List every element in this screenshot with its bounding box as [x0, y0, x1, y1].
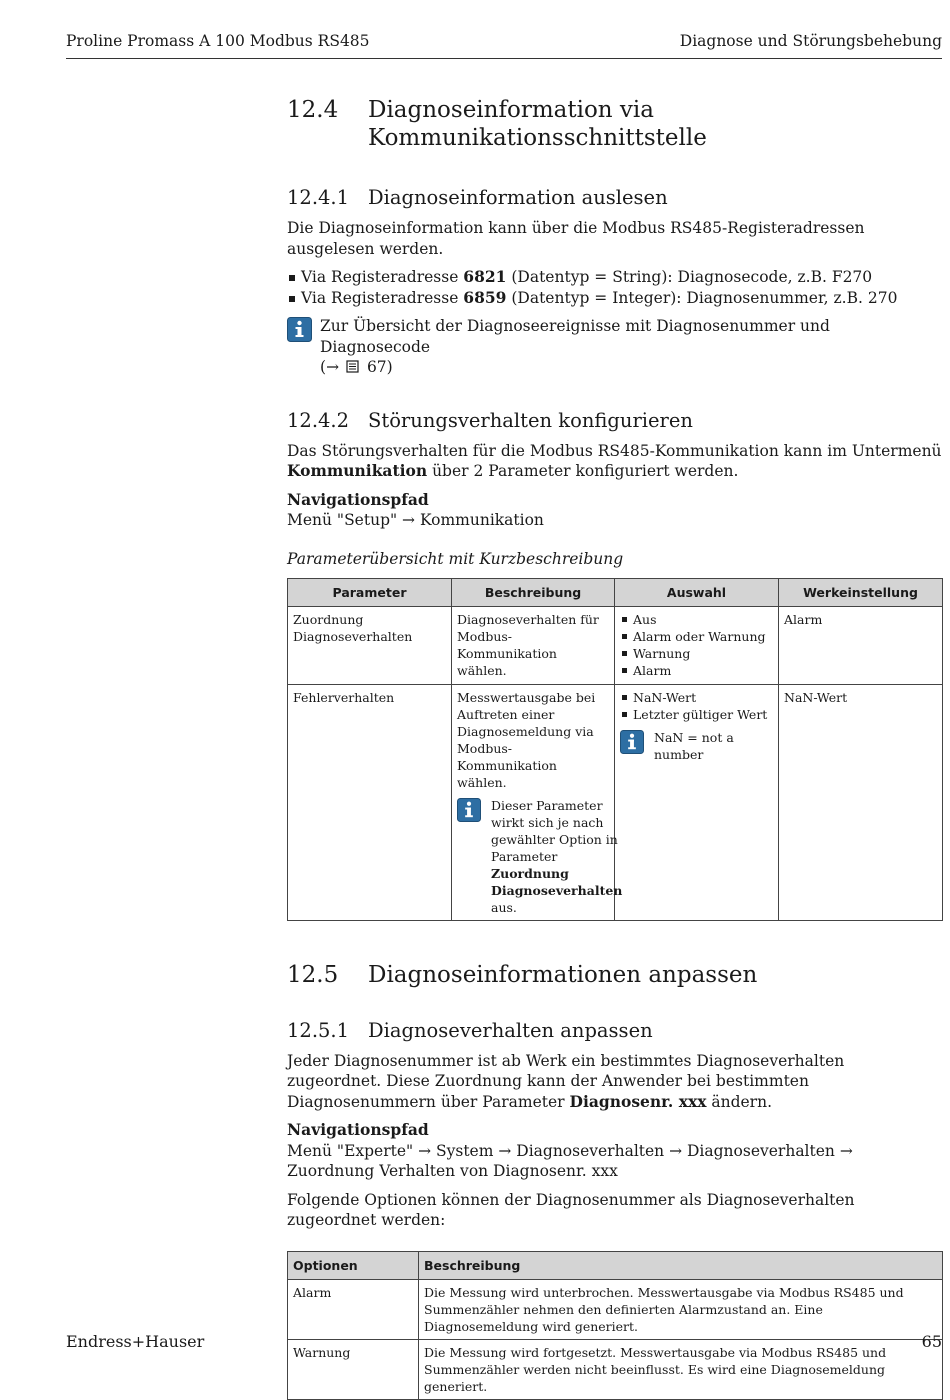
info-icon: [287, 317, 312, 342]
paragraph: Jeder Diagnosenummer ist ab Werk ein bestimmtes Diagnoseverhalten zugeordnet. Diese Zuordnung kann der Anwender bei bestimmten Diagnosenummern über Parameter Diagnosenr. xxx ändern.: [287, 1051, 845, 1111]
section-12-5-1-heading: [287, 1019, 942, 1043]
nav-heading: Navigationspfad: [287, 489, 429, 509]
info-note: [620, 729, 773, 763]
table-cell: Alarm: [288, 1279, 419, 1339]
list-item: Warnung: [620, 645, 773, 662]
nav-path: Menü "Setup" → Kommunikation: [287, 511, 544, 529]
cell-text: Messwertausgabe bei Auftreten einer Diagnosemeldung via Modbus-Kommunikation wählen.: [457, 689, 596, 790]
section-12-4-1-heading: [287, 186, 942, 210]
nav-path: Menü "Experte" → System → Diagnoseverhalten → Diagnoseverhalten → Zuordnung Verhalten von Diagnosenr. xxx: [287, 1141, 853, 1180]
list-item: Aus: [620, 611, 773, 628]
table-row: [288, 1339, 943, 1399]
list-item: NaN-Wert: [620, 689, 773, 706]
table-cell: Die Messung wird unterbrochen. Messwertausgabe via Modbus RS485 und Summenzähler nehmen den definierten Alarmzustand an. Eine Diagnosemeldung wird generiert.: [419, 1279, 943, 1339]
section-title: Diagnoseverhalten anpassen: [368, 1018, 653, 1042]
column-header: Auswahl: [615, 578, 779, 606]
section-number: 12.5.1: [287, 1018, 350, 1042]
info-note: [287, 316, 942, 378]
table-row: [288, 606, 943, 684]
table-header-row: [288, 1251, 943, 1279]
arrow-icon: →: [326, 358, 340, 376]
table-cell: [452, 684, 623, 920]
table-cell: Warnung: [288, 1339, 419, 1399]
paragraph: Die Diagnoseinformation kann über die Modbus RS485-Registeradressen ausgelesen werden.: [287, 219, 865, 258]
list-item: Alarm oder Warnung: [620, 628, 773, 645]
paragraph: Das Störungsverhalten für die Modbus RS485-Kommunikation kann im Untermenü Kommunikation über 2 Parameter konfiguriert werden.: [287, 441, 942, 480]
parameter-table: [287, 578, 943, 921]
list-item: Alarm: [620, 662, 773, 679]
page-reference[interactable]: 67: [366, 358, 387, 376]
table-cell: Zuordnung Diagnoseverhalten: [288, 606, 452, 684]
table-cell: [615, 606, 779, 684]
column-header: Beschreibung: [452, 578, 615, 606]
paragraph: Folgende Optionen können der Diagnosenummer als Diagnoseverhalten zugeordnet werden:: [287, 1190, 855, 1229]
section-title: Diagnoseinformationen anpassen: [368, 961, 758, 988]
table-cell: NaN-Wert: [779, 684, 943, 920]
table-row: [288, 684, 943, 920]
header-document-title: Proline Promass A 100 Modbus RS485: [66, 32, 370, 50]
table-cell: [615, 684, 779, 920]
info-text: Dieser Parameter wirkt sich je nach gewählter Option in Parameter Zuordnung Diagnoseverhalten aus.: [491, 797, 623, 915]
list-item: Via Registeradresse 6859 (Datentyp = Integer): Diagnosenummer, z.B. 270: [287, 288, 942, 309]
option-list: [620, 611, 773, 679]
column-header: Optionen: [288, 1251, 419, 1279]
section-title: [368, 96, 707, 152]
section-number: 12.4: [287, 97, 339, 123]
section-title-line1: Diagnoseinformation via: [368, 97, 654, 123]
info-icon: [620, 730, 644, 754]
section-12-5-heading: [287, 961, 942, 989]
section-title-line2: Kommunikationsschnittstelle: [368, 125, 707, 151]
table-row: [288, 1279, 943, 1339]
section-12-4-heading: [287, 96, 942, 152]
column-header: Parameter: [288, 578, 452, 606]
nav-heading: Navigationspfad: [287, 1120, 429, 1139]
header-chapter-title: Diagnose und Störungsbehebung: [679, 32, 942, 50]
table-caption: Parameterübersicht mit Kurzbeschreibung: [287, 549, 624, 568]
info-text: NaN = not a number: [654, 729, 734, 762]
info-note: [457, 797, 623, 916]
table-cell: Fehlerverhalten: [288, 684, 452, 920]
page-header: [66, 30, 942, 59]
table-cell: Diagnoseverhalten für Modbus-Kommunikation wählen.: [452, 606, 615, 684]
section-number: 12.4.1: [287, 186, 350, 209]
register-list: [287, 267, 942, 308]
info-text: Zur Übersicht der Diagnoseereignisse mit Diagnosenummer und Diagnosecode (→ 67): [320, 317, 830, 376]
options-table: [287, 1251, 943, 1400]
column-header: Werkeinstellung: [779, 578, 943, 606]
footer-company: Endress+Hauser: [66, 1332, 205, 1351]
info-icon: [457, 798, 481, 822]
table-cell: Alarm: [779, 606, 943, 684]
list-item: Via Registeradresse 6821 (Datentyp = String): Diagnosecode, z.B. F270: [287, 267, 942, 288]
section-number: 12.5: [287, 961, 339, 988]
section-title: Diagnoseinformation auslesen: [368, 186, 668, 209]
section-12-4-2-heading: [287, 409, 942, 433]
table-cell: Die Messung wird fortgesetzt. Messwertausgabe via Modbus RS485 und Summenzähler werden nicht beeinflusst. Es wird eine Diagnosemeldung generiert.: [419, 1339, 943, 1399]
column-header: Beschreibung: [419, 1251, 943, 1279]
list-item: Letzter gültiger Wert: [620, 706, 773, 723]
section-title: Störungsverhalten konfigurieren: [368, 408, 693, 432]
main-content: [287, 96, 942, 1400]
option-list: [620, 689, 773, 723]
table-header-row: [288, 578, 943, 606]
page-reference-icon: [346, 360, 360, 373]
page-number: 65: [921, 1332, 942, 1351]
section-number: 12.4.2: [287, 408, 350, 432]
